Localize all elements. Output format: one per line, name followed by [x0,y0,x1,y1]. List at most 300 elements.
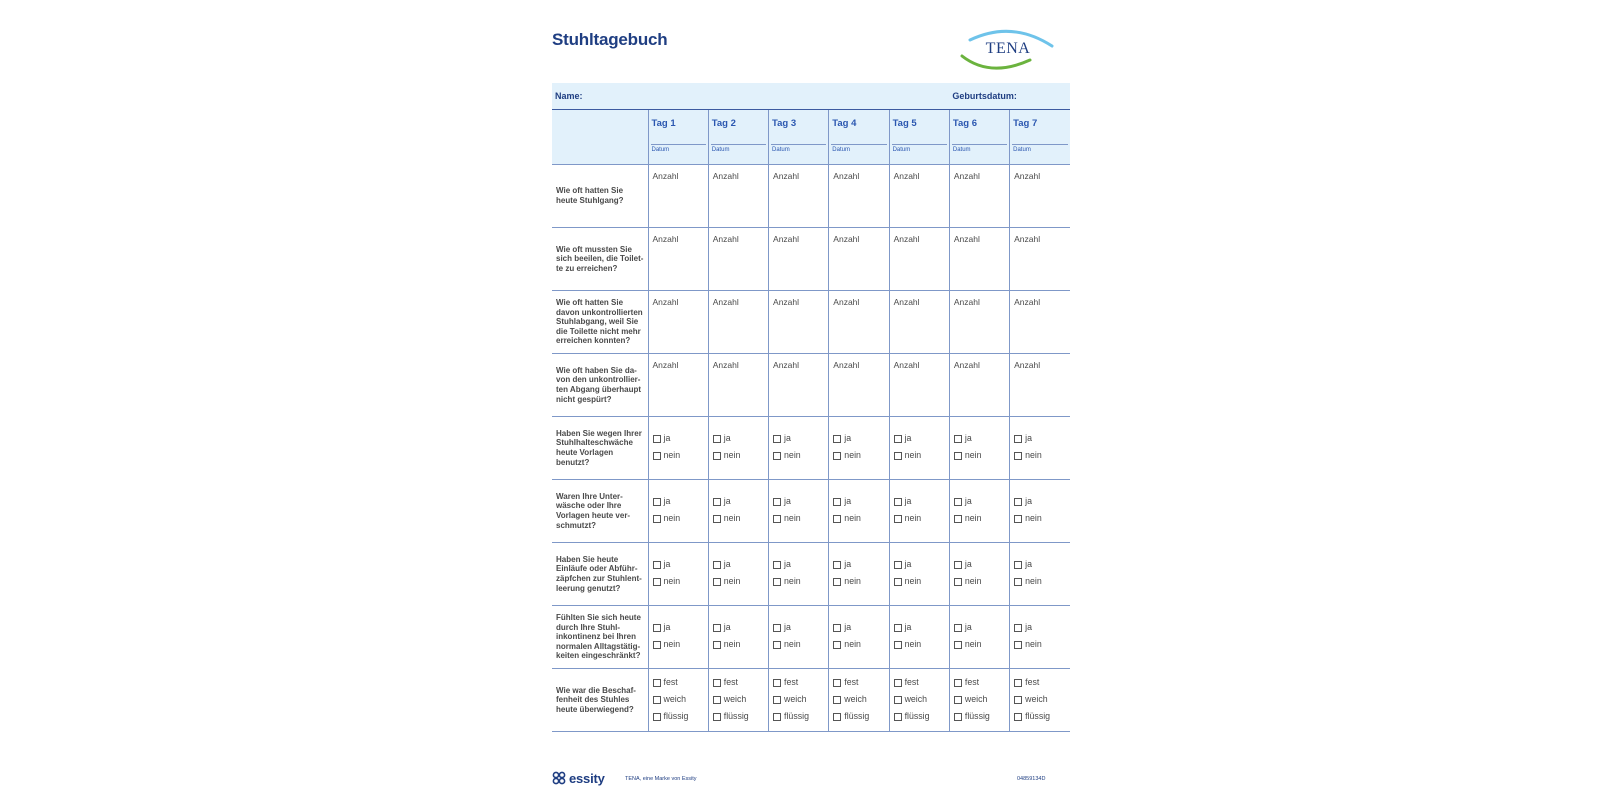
checkbox-icon[interactable] [713,696,721,704]
checkbox-icon[interactable] [653,515,661,523]
option-cell[interactable] [829,417,889,480]
option-label: weich [723,694,747,704]
option-label: flüssig [844,711,870,721]
option-ja[interactable] [954,493,1009,510]
question-row [552,669,1070,732]
option-cell[interactable] [1010,669,1070,732]
option-label: fest [723,677,738,687]
option-nein[interactable] [773,636,828,653]
option-nein[interactable] [713,573,768,590]
option-cell[interactable] [708,606,768,669]
option-ja[interactable] [773,556,828,573]
date-field[interactable]: Datum [831,144,886,153]
count-label: Anzahl [953,297,980,307]
question-row [552,291,1070,354]
option-nein[interactable] [894,510,949,527]
option-label: nein [723,576,741,586]
checkbox-icon[interactable] [1014,452,1022,460]
count-cell[interactable] [769,165,829,228]
count-label: Anzahl [712,360,739,370]
option-ja[interactable] [954,556,1009,573]
option-ja[interactable] [1014,619,1070,636]
count-cell[interactable] [648,228,708,291]
option-cell[interactable] [949,417,1009,480]
checkbox-icon[interactable] [894,624,902,632]
checkbox-icon[interactable] [833,624,841,632]
option-label: nein [844,576,861,586]
option-cell[interactable] [829,606,889,669]
question-cell [552,228,648,291]
date-field[interactable]: Datum [651,144,706,153]
checkbox-icon[interactable] [653,679,661,687]
checkbox-icon[interactable] [713,498,721,506]
day-header-4 [829,110,889,165]
count-cell[interactable] [829,291,889,354]
date-field[interactable]: Datum [711,144,766,153]
option-cell[interactable] [829,480,889,543]
option-flüssig[interactable] [894,708,949,725]
option-flüssig[interactable] [833,708,888,725]
option-label: ja [784,496,791,506]
option-label: ja [1025,433,1032,443]
option-nein[interactable] [833,510,888,527]
checkbox-icon[interactable] [1014,435,1022,443]
count-cell[interactable] [889,291,949,354]
option-ja[interactable] [954,430,1009,447]
option-flüssig[interactable] [653,708,708,725]
checkbox-icon[interactable] [954,515,962,523]
checkbox-icon[interactable] [954,498,962,506]
count-cell[interactable] [949,165,1009,228]
option-label: fest [663,677,678,687]
birthdate-label: Geburtsdatum: [952,91,1017,101]
checkbox-icon[interactable] [833,696,841,704]
checkbox-icon[interactable] [773,561,781,569]
count-cell[interactable] [708,354,768,417]
checkbox-icon[interactable] [713,679,721,687]
option-ja[interactable] [954,619,1009,636]
checkbox-icon[interactable] [773,624,781,632]
option-fest[interactable] [954,674,1009,691]
option-nein[interactable] [653,510,708,527]
option-fest[interactable] [1014,674,1070,691]
option-ja[interactable] [833,619,888,636]
option-nein[interactable] [894,447,949,464]
checkbox-icon[interactable] [773,498,781,506]
option-nein[interactable] [894,573,949,590]
footer-note: TENA, eine Marke von Essity [625,776,697,782]
checkbox-icon[interactable] [773,435,781,443]
count-cell[interactable] [829,354,889,417]
question-text: Fühlten Sie sich heute durch Ihre Stuhl- inkontinenz bei Ihren normalen Alltagstätig- keiten eingeschränkt? [556,613,641,661]
count-cell[interactable] [1010,228,1070,291]
checkbox-icon[interactable] [1014,641,1022,649]
checkbox-icon[interactable] [1014,624,1022,632]
option-ja[interactable] [894,493,949,510]
checkbox-icon[interactable] [1014,696,1022,704]
count-cell[interactable] [889,228,949,291]
checkbox-icon[interactable] [653,641,661,649]
count-cell[interactable] [889,354,949,417]
checkbox-icon[interactable] [833,713,841,721]
option-label: ja [844,559,852,569]
checkbox-icon[interactable] [653,713,661,721]
checkbox-icon[interactable] [773,641,781,649]
option-nein[interactable] [1014,573,1070,590]
checkbox-icon[interactable] [653,578,661,586]
option-flüssig[interactable] [773,708,828,725]
option-ja[interactable] [713,556,768,573]
checkbox-icon[interactable] [653,624,661,632]
day-header-row [552,110,1070,165]
checkbox-icon[interactable] [653,696,661,704]
count-cell[interactable] [829,228,889,291]
option-ja[interactable] [1014,430,1070,447]
checkbox-icon[interactable] [954,679,962,687]
option-weich[interactable] [713,691,768,708]
option-cell[interactable] [889,669,949,732]
option-nein[interactable] [773,573,828,590]
option-cell[interactable] [648,480,708,543]
option-ja[interactable] [653,619,708,636]
count-label: Anzahl [1014,297,1041,307]
option-cell[interactable] [1010,543,1070,606]
count-cell[interactable] [708,228,768,291]
option-ja[interactable] [773,430,828,447]
checkbox-icon[interactable] [713,452,721,460]
count-label: Anzahl [1014,234,1041,244]
option-label: nein [904,639,922,649]
option-nein[interactable] [833,636,888,653]
option-nein[interactable] [713,510,768,527]
birthdate-field[interactable] [949,83,1070,110]
option-nein[interactable] [954,636,1009,653]
option-flüssig[interactable] [1014,708,1070,725]
option-ja[interactable] [713,619,768,636]
option-label: nein [964,513,982,523]
count-label: Anzahl [773,360,800,370]
checkbox-icon[interactable] [894,452,902,460]
option-nein[interactable] [713,636,768,653]
option-cell[interactable] [769,417,829,480]
checkbox-icon[interactable] [773,452,781,460]
option-label: ja [844,433,852,443]
checkbox-icon[interactable] [894,641,902,649]
question-cell [552,669,648,732]
option-cell[interactable] [708,417,768,480]
checkbox-icon[interactable] [653,561,661,569]
option-cell[interactable] [1010,606,1070,669]
count-label: Anzahl [893,234,920,244]
option-label: flüssig [784,711,809,721]
option-cell[interactable] [949,669,1009,732]
option-nein[interactable] [773,447,828,464]
checkbox-icon[interactable] [833,561,841,569]
option-cell[interactable] [829,669,889,732]
option-cell[interactable] [708,543,768,606]
checkbox-icon[interactable] [833,679,841,687]
checkbox-icon[interactable] [894,578,902,586]
option-cell[interactable] [889,417,949,480]
option-ja[interactable] [653,556,708,573]
checkbox-icon[interactable] [1014,561,1022,569]
option-nein[interactable] [954,447,1009,464]
checkbox-icon[interactable] [894,713,902,721]
question-text: Wie war die Beschaf- fenheit des Stuhles heute überwiegend? [556,685,636,714]
checkbox-icon[interactable] [894,435,902,443]
option-label: nein [663,513,681,523]
checkbox-icon[interactable] [833,641,841,649]
count-cell[interactable] [889,165,949,228]
option-label: nein [784,450,801,460]
option-ja[interactable] [894,556,949,573]
count-cell[interactable] [1010,165,1070,228]
checkbox-icon[interactable] [653,435,661,443]
checkbox-icon[interactable] [894,515,902,523]
essity-logo-icon [552,771,566,785]
option-cell[interactable] [949,606,1009,669]
checkbox-icon[interactable] [894,498,902,506]
count-cell[interactable] [949,228,1009,291]
question-row [552,543,1070,606]
option-weich[interactable] [653,691,708,708]
option-fest[interactable] [773,674,828,691]
count-cell[interactable] [708,165,768,228]
checkbox-icon[interactable] [1014,498,1022,506]
checkbox-icon[interactable] [713,578,721,586]
option-weich[interactable] [833,691,888,708]
name-field[interactable] [552,83,949,110]
option-ja[interactable] [1014,556,1070,573]
count-cell[interactable] [829,165,889,228]
option-label: nein [964,576,982,586]
option-nein[interactable] [833,573,888,590]
option-label: nein [904,450,922,460]
checkbox-icon[interactable] [773,578,781,586]
question-cell [552,606,648,669]
option-label: nein [844,513,861,523]
option-nein[interactable] [653,636,708,653]
checkbox-icon[interactable] [713,561,721,569]
option-label: ja [784,622,791,632]
count-cell[interactable] [708,291,768,354]
option-nein[interactable] [954,510,1009,527]
option-label: flüssig [904,711,930,721]
count-label: Anzahl [953,171,980,181]
count-label: Anzahl [833,360,860,370]
count-label: Anzahl [712,234,739,244]
option-cell[interactable] [1010,480,1070,543]
option-nein[interactable] [894,636,949,653]
option-label: nein [844,450,861,460]
count-cell[interactable] [949,291,1009,354]
option-flüssig[interactable] [954,708,1009,725]
option-ja[interactable] [773,493,828,510]
checkbox-icon[interactable] [1014,713,1022,721]
option-cell[interactable] [708,669,768,732]
option-label: ja [723,433,731,443]
count-label: Anzahl [712,171,739,181]
count-cell[interactable] [949,354,1009,417]
option-cell[interactable] [949,480,1009,543]
date-field[interactable]: Datum [771,144,826,153]
checkbox-icon[interactable] [1014,578,1022,586]
tena-logo-text: TENA [985,40,1031,57]
option-nein[interactable] [653,573,708,590]
count-label: Anzahl [712,297,739,307]
option-cell[interactable] [769,480,829,543]
option-ja[interactable] [1014,493,1070,510]
option-ja[interactable] [894,430,949,447]
question-row [552,606,1070,669]
option-cell[interactable] [648,543,708,606]
option-cell[interactable] [648,417,708,480]
checkbox-icon[interactable] [954,435,962,443]
option-flüssig[interactable] [713,708,768,725]
count-cell[interactable] [648,291,708,354]
option-weich[interactable] [773,691,828,708]
checkbox-icon[interactable] [954,624,962,632]
checkbox-icon[interactable] [713,713,721,721]
checkbox-icon[interactable] [773,679,781,687]
checkbox-icon[interactable] [954,452,962,460]
option-label: nein [784,513,801,523]
option-fest[interactable] [833,674,888,691]
option-ja[interactable] [653,493,708,510]
option-ja[interactable] [894,619,949,636]
option-cell[interactable] [769,669,829,732]
checkbox-icon[interactable] [954,561,962,569]
checkbox-icon[interactable] [833,578,841,586]
option-ja[interactable] [773,619,828,636]
checkbox-icon[interactable] [653,452,661,460]
option-nein[interactable] [954,573,1009,590]
option-fest[interactable] [894,674,949,691]
option-label: ja [663,622,671,632]
day-label: Tag 5 [892,118,917,129]
count-label: Anzahl [833,297,860,307]
option-nein[interactable] [1014,510,1070,527]
count-cell[interactable] [1010,291,1070,354]
option-label: fest [784,677,799,687]
date-field[interactable]: Datum [1012,144,1068,153]
checkbox-icon[interactable] [833,435,841,443]
option-nein[interactable] [653,447,708,464]
option-ja[interactable] [833,493,888,510]
option-label: flüssig [964,711,990,721]
question-text: Wie oft mussten Sie sich beeilen, die Toilet- te zu erreichen? [556,244,644,273]
checkbox-icon[interactable] [773,696,781,704]
option-cell[interactable] [889,543,949,606]
count-cell[interactable] [1010,354,1070,417]
option-cell[interactable] [769,543,829,606]
checkbox-icon[interactable] [833,452,841,460]
option-label: nein [1025,639,1042,649]
option-label: nein [663,576,681,586]
option-nein[interactable] [1014,636,1070,653]
checkbox-icon[interactable] [894,561,902,569]
date-field[interactable]: Datum [892,144,947,153]
document-code: 04859134D [1017,776,1046,782]
checkbox-icon[interactable] [954,696,962,704]
option-weich[interactable] [894,691,949,708]
option-label: flüssig [1025,711,1051,721]
checkbox-icon[interactable] [833,498,841,506]
checkbox-icon[interactable] [894,679,902,687]
option-label: ja [784,559,791,569]
option-nein[interactable] [773,510,828,527]
option-nein[interactable] [1014,447,1070,464]
option-cell[interactable] [949,543,1009,606]
checkbox-icon[interactable] [954,641,962,649]
count-cell[interactable] [648,354,708,417]
option-ja[interactable] [713,493,768,510]
checkbox-icon[interactable] [894,696,902,704]
essity-wordmark: essity [569,770,605,786]
checkbox-icon[interactable] [713,624,721,632]
checkbox-icon[interactable] [773,515,781,523]
option-ja[interactable] [833,430,888,447]
option-label: ja [663,496,671,506]
option-weich[interactable] [954,691,1009,708]
checkbox-icon[interactable] [713,641,721,649]
option-ja[interactable] [833,556,888,573]
day-header-7 [1010,110,1070,165]
count-cell[interactable] [769,354,829,417]
option-cell[interactable] [648,606,708,669]
checkbox-icon[interactable] [954,578,962,586]
option-cell[interactable] [1010,417,1070,480]
option-label: weich [844,694,867,704]
option-fest[interactable] [653,674,708,691]
option-nein[interactable] [713,447,768,464]
count-cell[interactable] [648,165,708,228]
option-cell[interactable] [889,480,949,543]
option-label: fest [964,677,980,687]
option-cell[interactable] [708,480,768,543]
option-cell[interactable] [889,606,949,669]
option-label: nein [1025,513,1042,523]
day-label: Tag 2 [711,118,736,129]
option-cell[interactable] [829,543,889,606]
option-cell[interactable] [648,669,708,732]
option-nein[interactable] [833,447,888,464]
checkbox-icon[interactable] [713,515,721,523]
checkbox-icon[interactable] [773,713,781,721]
checkbox-icon[interactable] [1014,679,1022,687]
option-label: fest [844,677,859,687]
option-label: ja [904,496,912,506]
count-label: Anzahl [833,234,860,244]
count-cell[interactable] [769,291,829,354]
checkbox-icon[interactable] [833,515,841,523]
option-fest[interactable] [713,674,768,691]
checkbox-icon[interactable] [713,435,721,443]
option-weich[interactable] [1014,691,1070,708]
option-cell[interactable] [769,606,829,669]
option-ja[interactable] [713,430,768,447]
option-label: weich [663,694,686,704]
option-ja[interactable] [653,430,708,447]
day-header-2 [708,110,768,165]
option-label: nein [964,639,982,649]
checkbox-icon[interactable] [954,713,962,721]
count-label: Anzahl [773,297,800,307]
count-cell[interactable] [769,228,829,291]
checkbox-icon[interactable] [653,498,661,506]
checkbox-icon[interactable] [1014,515,1022,523]
date-field[interactable]: Datum [952,144,1007,153]
